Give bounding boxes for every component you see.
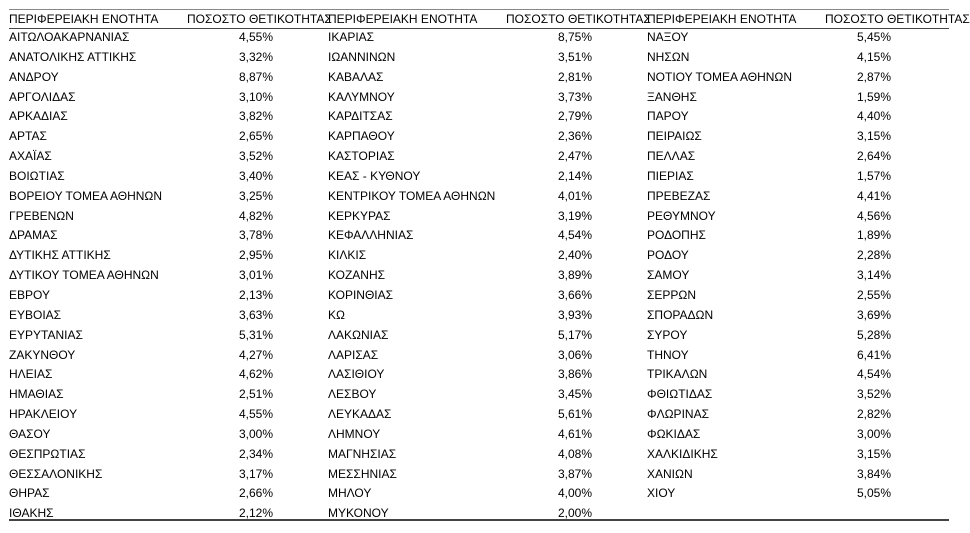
positivity-value: 5,17% xyxy=(557,327,592,342)
table-row xyxy=(9,385,273,405)
region-name: ΧΑΛΚΙΔΙΚΗΣ xyxy=(647,446,718,461)
region-name: ΝΟΤΙΟΥ ΤΟΜΕΑ ΑΘΗΝΩΝ xyxy=(647,69,793,84)
region-name: ΧΙΟΥ xyxy=(647,486,676,501)
region-name: ΚΑΛΥΜΝΟΥ xyxy=(328,89,395,104)
table-row xyxy=(328,88,592,108)
bottom-rule xyxy=(9,519,949,521)
positivity-value: 5,45% xyxy=(856,30,891,44)
positivity-value: 2,14% xyxy=(557,168,592,183)
table-row xyxy=(647,346,891,366)
positivity-value: 4,62% xyxy=(238,367,273,382)
region-name: ΔΥΤΙΚΗΣ ΑΤΤΙΚΗΣ xyxy=(9,248,111,263)
positivity-value: 4,54% xyxy=(557,228,592,243)
positivity-value: 4,00% xyxy=(557,486,592,501)
positivity-value: 4,40% xyxy=(856,109,891,124)
region-name: ΕΥΒΟΙΑΣ xyxy=(9,307,62,322)
positivity-value: 4,15% xyxy=(856,49,891,64)
positivity-value: 2,79% xyxy=(557,109,592,124)
table-row xyxy=(9,425,273,445)
positivity-value: 2,82% xyxy=(856,407,891,422)
region-name: ΘΑΣΟΥ xyxy=(9,426,51,441)
region-name: ΤΗΝΟΥ xyxy=(647,347,689,362)
positivity-value: 3,82% xyxy=(238,109,273,124)
region-name: ΘΕΣΠΡΩΤΙΑΣ xyxy=(9,446,86,461)
region-name: ΕΒΡΟΥ xyxy=(9,287,50,302)
positivity-value: 6,41% xyxy=(856,347,891,362)
table-row xyxy=(9,346,273,366)
table-row xyxy=(328,365,592,385)
positivity-value: 3,40% xyxy=(238,168,273,183)
table-row xyxy=(9,326,273,346)
positivity-value: 2,55% xyxy=(856,287,891,302)
region-name: ΡΟΔΟΠΗΣ xyxy=(647,228,706,243)
region-name: ΚΑΡΠΑΘΟΥ xyxy=(328,129,395,144)
region-name: ΦΛΩΡΙΝΑΣ xyxy=(647,407,709,422)
positivity-value: 2,40% xyxy=(557,248,592,263)
column-rows xyxy=(647,28,891,504)
column-header-positivity: ΠΟΣΟΣΤΟ ΘΕΤΙΚΟΤΗΤΑΣ xyxy=(825,12,970,26)
table-row xyxy=(647,306,891,326)
table-row xyxy=(9,107,273,127)
positivity-value: 2,28% xyxy=(856,248,891,263)
table-row xyxy=(328,147,592,167)
table-row xyxy=(647,48,891,68)
region-name: ΒΟΡΕΙΟΥ ΤΟΜΕΑ ΑΘΗΝΩΝ xyxy=(9,188,163,203)
table-row xyxy=(328,425,592,445)
column-rows xyxy=(328,28,592,524)
region-name: ΚΩ xyxy=(328,307,345,322)
region-name: ΛΑΚΩΝΙΑΣ xyxy=(328,327,389,342)
table-row xyxy=(9,246,273,266)
column-header-region: ΠΕΡΙΦΕΡΕΙΑΚΗ ΕΝΟΤΗΤΑ xyxy=(9,12,159,26)
positivity-value: 3,00% xyxy=(856,426,891,441)
region-name: ΑΝΑΤΟΛΙΚΗΣ ΑΤΤΙΚΗΣ xyxy=(9,49,137,64)
positivity-value: 5,05% xyxy=(856,486,891,501)
region-name: ΛΑΣΙΘΙΟΥ xyxy=(328,367,385,382)
region-name: ΜΕΣΣΗΝΙΑΣ xyxy=(328,466,397,481)
positivity-value: 3,69% xyxy=(856,307,891,322)
region-name: ΠΙΕΡΙΑΣ xyxy=(647,168,694,183)
region-name: ΑΧΑΪΑΣ xyxy=(9,149,52,164)
positivity-value: 3,87% xyxy=(557,466,592,481)
positivity-value: 5,28% xyxy=(856,327,891,342)
table-row xyxy=(328,306,592,326)
positivity-value: 2,13% xyxy=(238,287,273,302)
table-row xyxy=(328,385,592,405)
table-row xyxy=(328,504,592,524)
positivity-value: 8,87% xyxy=(238,69,273,84)
column-header-positivity: ΠΟΣΟΣΤΟ ΘΕΤΙΚΟΤΗΤΑΣ xyxy=(506,12,651,26)
table-row xyxy=(9,147,273,167)
table-row xyxy=(9,286,273,306)
table-row xyxy=(647,365,891,385)
positivity-value: 4,54% xyxy=(856,367,891,382)
table-row xyxy=(647,68,891,88)
region-name: ΜΥΚΟΝΟΥ xyxy=(328,506,389,521)
table-row xyxy=(647,226,891,246)
positivity-value: 3,51% xyxy=(557,49,592,64)
region-name: ΒΟΙΩΤΙΑΣ xyxy=(9,168,65,183)
table-row xyxy=(647,385,891,405)
positivity-value: 3,15% xyxy=(856,129,891,144)
region-name: ΣΑΜΟΥ xyxy=(647,268,690,283)
region-name: ΚΕΦΑΛΛΗΝΙΑΣ xyxy=(328,228,414,243)
positivity-value: 8,75% xyxy=(557,30,592,44)
region-name: ΓΡΕΒΕΝΩΝ xyxy=(9,208,74,223)
table-row xyxy=(328,484,592,504)
table-row xyxy=(9,187,273,207)
region-name: ΛΕΥΚΑΔΑΣ xyxy=(328,407,392,422)
region-name: ΝΑΞΟΥ xyxy=(647,30,689,44)
positivity-value: 3,66% xyxy=(557,287,592,302)
region-name: ΑΡΓΟΛΙΔΑΣ xyxy=(9,89,76,104)
region-name: ΛΑΡΙΣΑΣ xyxy=(328,347,379,362)
table-row xyxy=(9,48,273,68)
positivity-value: 4,27% xyxy=(238,347,273,362)
positivity-value: 3,19% xyxy=(557,208,592,223)
column-header-positivity: ΠΟΣΟΣΤΟ ΘΕΤΙΚΟΤΗΤΑΣ xyxy=(187,12,332,26)
table-row xyxy=(328,326,592,346)
table-row xyxy=(328,28,592,48)
positivity-value: 3,32% xyxy=(238,49,273,64)
region-name: ΡΕΘΥΜΝΟΥ xyxy=(647,208,716,223)
table-row xyxy=(647,28,891,48)
table-row xyxy=(9,28,273,48)
table-row xyxy=(328,48,592,68)
table-row xyxy=(647,127,891,147)
table-row xyxy=(328,445,592,465)
positivity-value: 3,93% xyxy=(557,307,592,322)
positivity-value: 3,89% xyxy=(557,268,592,283)
table-row xyxy=(647,246,891,266)
table-row xyxy=(328,246,592,266)
positivity-value: 3,78% xyxy=(238,228,273,243)
region-name: ΑΡΚΑΔΙΑΣ xyxy=(9,109,68,124)
positivity-value: 3,73% xyxy=(557,89,592,104)
positivity-value: 4,55% xyxy=(238,407,273,422)
positivity-value: 3,06% xyxy=(557,347,592,362)
positivity-value: 2,12% xyxy=(238,506,273,521)
table-row xyxy=(647,326,891,346)
table-row xyxy=(647,167,891,187)
table-row xyxy=(9,266,273,286)
region-name: ΚΟΖΑΝΗΣ xyxy=(328,268,386,283)
table-row xyxy=(328,266,592,286)
region-name: ΙΚΑΡΙΑΣ xyxy=(328,30,375,44)
table-row xyxy=(9,68,273,88)
table-row xyxy=(9,365,273,385)
positivity-value: 2,34% xyxy=(238,446,273,461)
region-name: ΛΗΜΝΟΥ xyxy=(328,426,381,441)
table-row xyxy=(647,465,891,485)
table-row xyxy=(9,306,273,326)
table-row xyxy=(9,405,273,425)
region-name: ΡΟΔΟΥ xyxy=(647,248,689,263)
positivity-value: 4,82% xyxy=(238,208,273,223)
region-name: ΜΗΛΟΥ xyxy=(328,486,372,501)
table-row xyxy=(647,187,891,207)
region-name: ΦΘΙΩΤΙΔΑΣ xyxy=(647,387,713,402)
region-name: ΠΕΙΡΑΙΩΣ xyxy=(647,129,702,144)
positivity-value: 3,25% xyxy=(238,188,273,203)
positivity-value: 2,87% xyxy=(856,69,891,84)
table-row xyxy=(328,207,592,227)
positivity-table xyxy=(9,7,970,521)
positivity-value: 1,57% xyxy=(856,168,891,183)
table-row xyxy=(647,405,891,425)
region-name: ΚΙΛΚΙΣ xyxy=(328,248,367,263)
table-row xyxy=(647,207,891,227)
positivity-value: 3,86% xyxy=(557,367,592,382)
region-name: ΚΕΝΤΡΙΚΟΥ ΤΟΜΕΑ ΑΘΗΝΩΝ xyxy=(328,188,496,203)
positivity-value: 3,63% xyxy=(238,307,273,322)
positivity-value: 2,47% xyxy=(557,149,592,164)
positivity-value: 2,81% xyxy=(557,69,592,84)
positivity-value: 3,10% xyxy=(238,89,273,104)
positivity-value: 3,84% xyxy=(856,466,891,481)
region-name: ΑΡΤΑΣ xyxy=(9,129,47,144)
region-name: ΞΑΝΘΗΣ xyxy=(647,89,697,104)
table-row xyxy=(9,226,273,246)
region-name: ΚΕΡΚΥΡΑΣ xyxy=(328,208,391,223)
table-row xyxy=(9,484,273,504)
table-row xyxy=(328,167,592,187)
column-header-region: ΠΕΡΙΦΕΡΕΙΑΚΗ ΕΝΟΤΗΤΑ xyxy=(328,12,478,26)
region-name: ΘΕΣΣΑΛΟΝΙΚΗΣ xyxy=(9,466,103,481)
region-name: ΕΥΡΥΤΑΝΙΑΣ xyxy=(9,327,83,342)
positivity-value: 3,15% xyxy=(856,446,891,461)
table-row xyxy=(647,445,891,465)
region-name: ΔΥΤΙΚΟΥ ΤΟΜΕΑ ΑΘΗΝΩΝ xyxy=(9,268,159,283)
table-row xyxy=(647,266,891,286)
positivity-value: 3,45% xyxy=(557,387,592,402)
table-row xyxy=(9,465,273,485)
table-row xyxy=(9,207,273,227)
table-row xyxy=(647,107,891,127)
column-rows xyxy=(9,28,273,524)
table-row xyxy=(9,445,273,465)
region-name: ΗΡΑΚΛΕΙΟΥ xyxy=(9,407,78,422)
positivity-value: 2,64% xyxy=(856,149,891,164)
region-name: ΗΛΕΙΑΣ xyxy=(9,367,53,382)
table-row xyxy=(328,226,592,246)
positivity-value: 4,01% xyxy=(557,188,592,203)
region-name: ΘΗΡΑΣ xyxy=(9,486,50,501)
positivity-value: 3,17% xyxy=(238,466,273,481)
region-name: ΚΟΡΙΝΘΙΑΣ xyxy=(328,287,394,302)
table-row xyxy=(9,88,273,108)
table-row xyxy=(328,127,592,147)
positivity-value: 4,61% xyxy=(557,426,592,441)
region-name: ΚΑΣΤΟΡΙΑΣ xyxy=(328,149,395,164)
positivity-value: 4,08% xyxy=(557,446,592,461)
positivity-value: 2,66% xyxy=(238,486,273,501)
positivity-value: 3,52% xyxy=(856,387,891,402)
table-row xyxy=(647,425,891,445)
positivity-value: 3,14% xyxy=(856,268,891,283)
positivity-value: 2,36% xyxy=(557,129,592,144)
region-name: ΔΡΑΜΑΣ xyxy=(9,228,58,243)
region-name: ΝΗΣΩΝ xyxy=(647,49,690,64)
positivity-value: 4,41% xyxy=(856,188,891,203)
region-name: ΚΕΑΣ - ΚΥΘΝΟΥ xyxy=(328,168,421,183)
positivity-value: 3,01% xyxy=(238,268,273,283)
table-row xyxy=(647,484,891,504)
positivity-value: 4,56% xyxy=(856,208,891,223)
region-name: ΙΩΑΝΝΙΝΩΝ xyxy=(328,49,396,64)
table-row xyxy=(328,465,592,485)
column-header-region: ΠΕΡΙΦΕΡΕΙΑΚΗ ΕΝΟΤΗΤΑ xyxy=(647,12,797,26)
positivity-value: 2,51% xyxy=(238,387,273,402)
region-name: ΤΡΙΚΑΛΩΝ xyxy=(647,367,708,382)
table-row xyxy=(647,147,891,167)
region-name: ΚΑΒΑΛΑΣ xyxy=(328,69,384,84)
positivity-value: 5,31% xyxy=(238,327,273,342)
positivity-value: 4,55% xyxy=(238,30,273,44)
table-row xyxy=(328,286,592,306)
region-name: ΑΙΤΩΛΟΑΚΑΡΝΑΝΙΑΣ xyxy=(9,30,130,44)
table-row xyxy=(328,346,592,366)
region-name: ΚΑΡΔΙΤΣΑΣ xyxy=(328,109,393,124)
region-name: ΙΘΑΚΗΣ xyxy=(9,506,54,521)
table-row xyxy=(9,167,273,187)
positivity-value: 3,52% xyxy=(238,149,273,164)
table-row xyxy=(328,405,592,425)
table-row xyxy=(9,504,273,524)
region-name: ΛΕΣΒΟΥ xyxy=(328,387,377,402)
positivity-value: 1,59% xyxy=(856,89,891,104)
positivity-value: 2,00% xyxy=(557,506,592,521)
region-name: ΠΡΕΒΕΖΑΣ xyxy=(647,188,711,203)
region-name: ΣΥΡΟΥ xyxy=(647,327,688,342)
region-name: ΧΑΝΙΩΝ xyxy=(647,466,693,481)
table-row xyxy=(328,68,592,88)
region-name: ΜΑΓΝΗΣΙΑΣ xyxy=(328,446,397,461)
region-name: ΖΑΚΥΝΘΟΥ xyxy=(9,347,76,362)
positivity-value: 2,65% xyxy=(238,129,273,144)
table-row xyxy=(647,286,891,306)
region-name: ΑΝΔΡΟΥ xyxy=(9,69,59,84)
region-name: ΣΠΟΡΑΔΩΝ xyxy=(647,307,714,322)
region-name: ΣΕΡΡΩΝ xyxy=(647,287,697,302)
region-name: ΠΑΡΟΥ xyxy=(647,109,689,124)
table-row xyxy=(328,187,592,207)
region-name: ΦΩΚΙΔΑΣ xyxy=(647,426,701,441)
table-row xyxy=(9,127,273,147)
positivity-value: 3,00% xyxy=(238,426,273,441)
table-row xyxy=(647,88,891,108)
positivity-value: 1,89% xyxy=(856,228,891,243)
positivity-value: 2,95% xyxy=(238,248,273,263)
table-row xyxy=(328,107,592,127)
region-name: ΠΕΛΛΑΣ xyxy=(647,149,696,164)
positivity-value: 5,61% xyxy=(557,407,592,422)
region-name: ΗΜΑΘΙΑΣ xyxy=(9,387,64,402)
